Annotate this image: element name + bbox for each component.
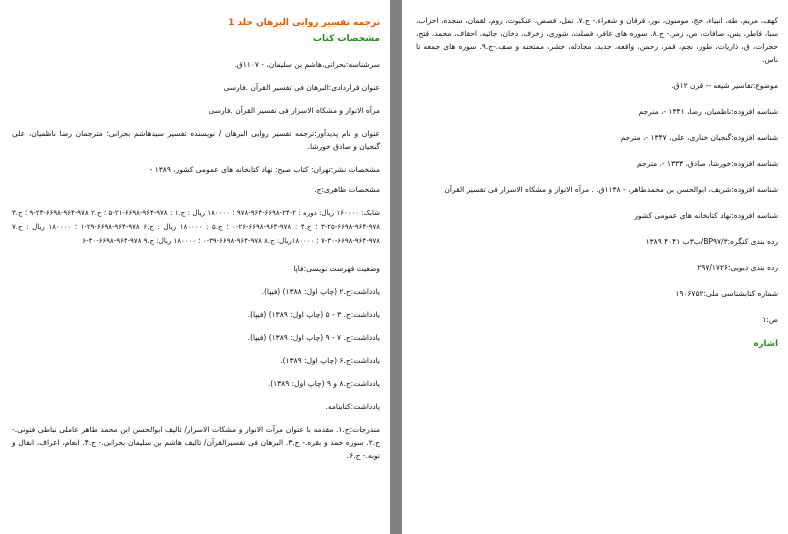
page-number: ص:۱ [762, 315, 778, 324]
national-bibliography-number-entry: شماره کتابشناسی ملی:۱۹۰۶۷۵۲ [675, 289, 778, 298]
note-entry: یادداشت:ج. ۷ - ۹ (چاپ اول: ۱۳۸۹) (فیپا). [247, 333, 380, 342]
uniform-title-entry-2: مرآه الانوار و مشکاه الاسرار فی تفسیر القرآن .فارسی [208, 106, 380, 115]
note-entry: یادداشت:ج.۶ (چاپ اول: ۱۳۸۹). [280, 356, 380, 365]
physical-description-entry: مشخصات ظاهری:ج. [314, 185, 380, 194]
note-entry: یادداشت:ج.۲ (چاپ اول: ۱۳۸۸) (فیپا). [261, 287, 380, 296]
title-statement-entry: عنوان و نام پدیدآور:ترجمه تفسیر روایی البرهان / نویسنده تفسیر سیدهاشم بحرانی؛ مترجمان رضا ناظمیان، علی گنجیان و صادق خورشا. [12, 129, 380, 151]
isbn-entry: شابک: ۱۶۰۰۰۰ ریال: دوره : ۲-۲۴-۶۶۹۸-۹۶۴-۹۷۸ ؛ ۱۸۰۰۰۰ ریال : ج.۱ : ۹۷۸-۹۶۴-۶۶۹۸-۲۱-۵ ؛ ج.۲ ۹۷۸-۹۶۴-۶۶۹۸-۲۳-۹ ؛ ج.۳ ۹۷۸-۹۶۴-۶۶۹۸-۲۵-۳ ؛ ج.۴ : ۹۷۸-۹۶۴-۶۶۹۸-۲۶-۰ ؛ ج.۵ : ۱۸۰۰۰۰ ریال : ج.۶ ۹۷۸-۹۶۴-۶۶۹۸-۲۹-۱ ؛ ۱۸۰۰۰۰ ریال : ج.۷ ۹۷۸-۹۶۴-۶۶۹۸-۳۰-۷ ؛ ۱۸۰۰۰۰ریال: ج.۸ ۹۷۸-۹۶۴-۶۶۹۸-۳۹-۰ ؛ ۱۸۰۰۰۰ ریال: ج.۹ ۹۷۸-۹۶۴-۶۶۹۸-۴۰-۶ [12, 209, 381, 245]
added-entry: شناسه افزوده:خورشا، صادق، ۱۳۳۳ -، مترجم [637, 159, 778, 168]
note-entry: یادداشت:ج.۸ و ۹ (چاپ اول: ۱۳۸۹). [267, 379, 380, 388]
note-entry: یادداشت:ج. ۳ - ۵ (چاپ اول: ۱۳۸۹) (فیپا). [247, 310, 380, 319]
cataloging-status-entry: وضعیت فهرست نویسی:فاپا [293, 264, 380, 273]
added-entry: شناسه افزوده:ناظمیان، رضا، ۱۳۴۱ -، مترجم [638, 107, 778, 116]
section-heading: اشاره [753, 339, 778, 349]
contents-entry: مندرجات:ج.۱. مقدمه با عنوان مرآت الانوار و مشکات الاسرار/ تالیف ابوالحسن ابن محمد طاهر عاملی نباطی فتونی.- ج.۲. سوره حمد و بقره.- ج.۳. البرهان فی تفسیرالقرآن/ تالیف هاشم بن سلیمان بحرانی.- ج.۴. انعام، اعراف، انفال و توبه.- ج.۶. [12, 425, 381, 460]
book-title: ترجمه تفسیر روایی البرهان جلد 1 [228, 18, 380, 28]
book-specs-heading: مشخصات کتاب [313, 34, 380, 44]
uniform-title-entry: عنوان قراردادی:البرهان فی تفسیر القرآن .فارسی [223, 83, 380, 92]
added-entry: شناسه افزوده:نهاد کتابخانه های عمومی کشور [634, 211, 778, 220]
dewey-classification-entry: رده بندی دیویی:۲۹۷/۱۷۲۶ [697, 263, 778, 272]
right-page [402, 0, 788, 534]
added-entry: شناسه افزوده:گنجیان خناری، علی، ۱۳۴۷ -، مترجم [620, 133, 778, 142]
publication-entry: مشخصات نشر:تهران: کتاب صبح: نهاد کتابخانه های عمومی کشور، ۱۳۸۹ - [149, 165, 380, 174]
left-page [0, 0, 390, 534]
author-entry: سرشناسه:بحرانی،هاشم بن سلیمان، - ۱۱۰۷ق. [234, 60, 380, 69]
subject-entry: موضوع:تفاسیر شیعه -- قرن ۱۲ق. [671, 81, 778, 90]
lc-classification-entry: رده بندی کنگره:BP۹۷/۳/ب۳ب ۴۰۴۱ ۱۳۸۹ [645, 237, 778, 246]
added-entry: شناسه افزوده:شریف، ابوالحسن بن محمدطاهر، - ۱۱۳۸ق. . مرآه الانوار و مشکاه الاسرار فی تفسیر القرآن [444, 185, 778, 194]
contents-continued-entry: کهف، مریم، طه، انبیاء، حج، مومنون، نور، فرقان و شعراء.- ج.۷. نمل، قصص، عنکبوت، روم، لقمان، سجده، احزاب، سبا، فاطر، یس، صافات، ص، زمر.- ج.۸. سوره های غافر، فصلت، شوری، زخرف، دخان، جاثیه، احقاف، محمد، فتح، حجرات، ق، ذاریات، طور، نجم، قمر، رحمن، واقعه، حدید، مجادله، حشر، ممتحنه و صف.-ج.۹. سوره های جمعه تا ناس. [416, 16, 778, 64]
note-entry: یادداشت:کتابنامه. [325, 402, 380, 411]
